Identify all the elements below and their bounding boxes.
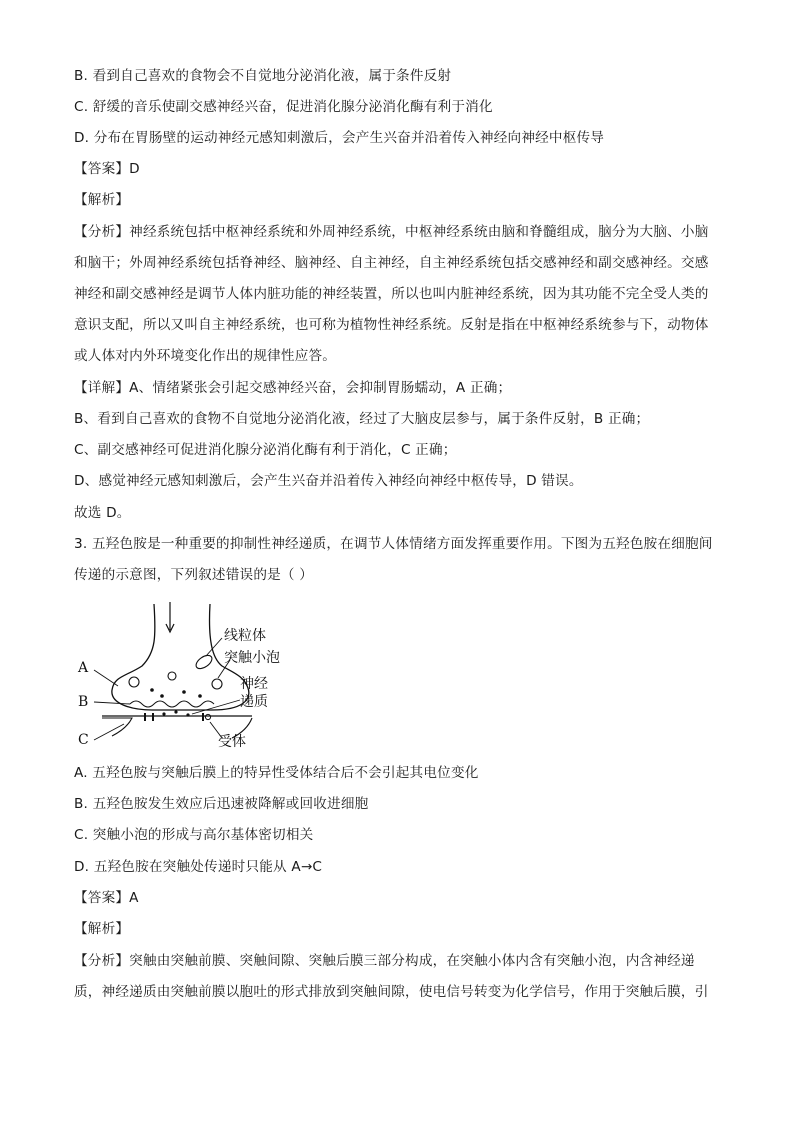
receptor-icon [152,713,154,721]
label-a: A [78,660,89,676]
detail-line: D、感觉神经元感知刺激后，会产生兴奋并沿着传入神经向神经中枢传导，D 错误。 [74,473,583,489]
option-d-line: D. 分布在胃肠壁的运动神经元感知刺激后，会产生兴奋并沿着传入神经向神经中枢传导 [74,130,605,146]
q3-option-b: B. 五羟色胺发生效应后迅速被降解或回收进细胞 [74,796,369,812]
q3-answer-line: 【答案】A [74,890,139,906]
analysis-paragraph-line: 意识支配，所以又叫自主神经系统，也可称为植物性神经系统。反射是指在中枢神经系统参与下，动物体 [74,317,709,333]
vesicle-icon [168,672,176,680]
synapse-diagram [72,596,302,756]
vesicle-icon [212,679,222,689]
q3-analysis-line: 【分析】突触由突触前膜、突触间隙、突触后膜三部分构成，在突触小体内含有突触小泡，内含神经递 [74,953,695,969]
vesicle-label: 突触小泡 [224,650,280,666]
vesicle-icon [129,677,139,687]
analysis-heading: 【解析】 [74,192,130,208]
option-b-line: B. 看到自己喜欢的食物会不自觉地分泌消化液，属于条件反射 [74,68,452,84]
receptor-icon [144,713,146,721]
analysis-paragraph-line: 或人体对内外环境变化作出的规律性应答。 [74,348,337,364]
conclusion-line: 故选 D。 [74,505,131,521]
q3-option-a: A. 五羟色胺与突触后膜上的特异性受体结合后不会引起其电位变化 [74,765,479,781]
detail-line: 【详解】A、情绪紧张会引起交感神经兴奋，会抑制胃肠蠕动，A 正确； [74,380,512,396]
analysis-paragraph-line: 【分析】神经系统包括中枢神经系统和外周神经系统，中枢神经系统由脑和脊髓组成，脑分为大脑、小脑 [74,224,709,240]
receptor-icon [202,713,204,721]
neurotransmitter-label-2: 递质 [240,694,268,710]
neurotransmitter-label-1: 神经 [240,676,268,692]
mitochondrion-label: 线粒体 [224,628,266,644]
analysis-paragraph-line: 神经和副交感神经是调节人体内脏功能的神经装置，所以也叫内脏神经系统，因为其功能不完全受人类的 [74,286,709,302]
detail-line: C、副交感神经可促进消化腺分泌消化酶有利于消化，C 正确； [74,442,457,458]
mitochondrion-icon [194,653,214,672]
label-b: B [78,694,89,710]
answer-line: 【答案】D [74,161,140,177]
analysis-paragraph-line: 和脑干；外周神经系统包括脊神经、脑神经、自主神经，自主神经系统包括交感神经和副交感神经。交感 [74,255,709,271]
question-3-line: 3. 五羟色胺是一种重要的抑制性神经递质，在调节人体情绪方面发挥重要作用。下图为五羟色胺在细胞间 [74,536,713,552]
question-3-line: 传递的示意图，下列叙述错误的是（ ） [74,567,314,583]
receptor-label: 受体 [218,734,246,750]
label-c: C [78,732,89,748]
q3-option-d: D. 五羟色胺在突触处传递时只能从 A→C [74,859,323,875]
q3-analysis-line: 质，神经递质由突触前膜以胞吐的形式排放到突触间隙，使电信号转变为化学信号，作用于突触后膜，引 [74,984,709,1000]
detail-line: B、看到自己喜欢的食物不自觉地分泌消化液，经过了大脑皮层参与，属于条件反射，B 正确； [74,411,650,427]
q3-option-c: C. 突触小泡的形成与高尔基体密切相关 [74,827,314,843]
option-c-line: C. 舒缓的音乐使副交感神经兴奋，促进消化腺分泌消化酶有利于消化 [74,99,493,115]
q3-analysis-heading: 【解析】 [74,921,130,937]
